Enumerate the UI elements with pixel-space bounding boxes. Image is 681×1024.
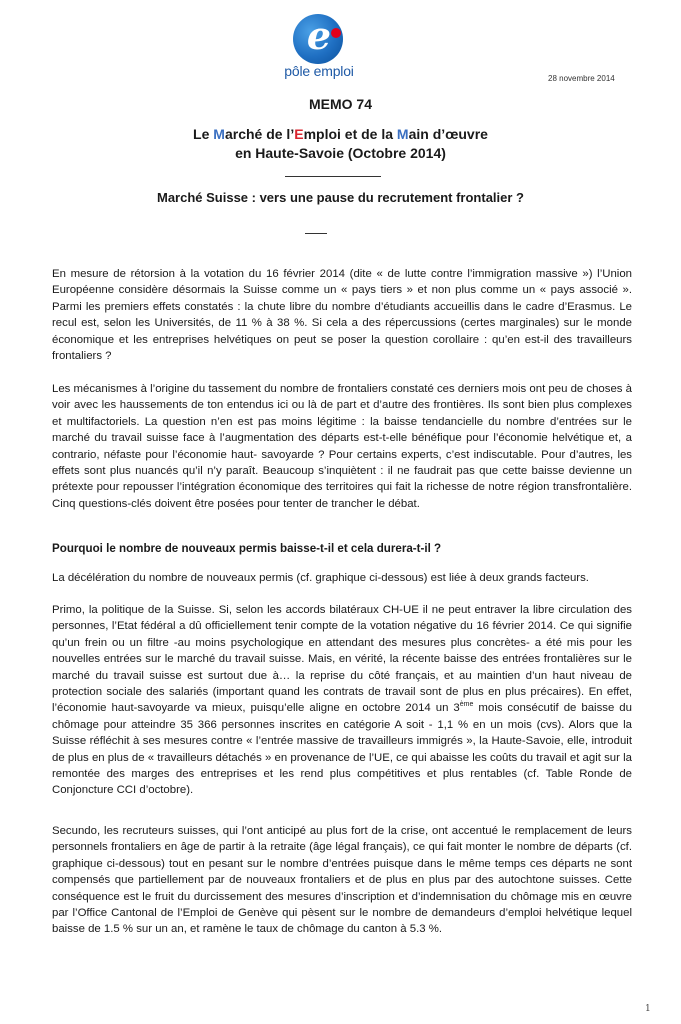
paragraph-intro: En mesure de rétorsion à la votation du 16 février 2014 (dite « de lutte contre l’immigration massive ») l’Union Européenne considère désormais la Suisse comme un « pays tiers » et non plus comme un « pays associé ». Parmi les premiers effets constatés : la chute libre du nombre d’étudiants accueillis dans le cadre d’Erasmus. Le recul est, selon les Universités, de 11 % à 38 %. Si cela a des répercussions (certes marginales) sur le monde économique et les entreprises helvétiques on peut se poser la question corollaire : qu’en est-il des travailleurs frontaliers ? xyxy=(52,268,632,363)
paragraph-mechanisms: Les mécanismes à l’origine du tassement du nombre de frontaliers constaté ces derniers mois ont peu de choses à voir avec les haussements de ton entendus ici ou là de part et d’autre des frontières. Ils sont bien plus complexes et multifactoriels. La question n’en est pas moins légitime : la baisse tendancielle du nombre d’entrées sur le marché du travail suisse face à l’augmentation des départs est-t-elle bénéfique pour l’économie helvétique et, a contrario, néfaste pour l’économie haut- savoyarde ? Pour certains experts, c’est indiscutable. Pour d’autres, les effets sont plus nuancés qu’il n’y paraît. Beaucoup s’inquiètent : il ne faudrait pas que cette baisse devienne un prétexte pour repousser l’intégration économique des territoires qui fait la richesse de notre région transfrontalière. Cinq questions-clés doivent être posées pour tenter de trancher le débat. xyxy=(52,383,632,510)
paragraph-secundo: Secundo, les recruteurs suisses, qui l’ont anticipé au plus fort de la crise, ont accentué le remplacement de leurs personnels frontaliers en âge de partir à la retraite (âge légal français), ce qui fait monter le nombre de départs (cf. graphique ci-dessous) tout en pesant sur le nombre d’entrées puisque dans le même temps ces départs ne sont compensés que partiellement par de nouveaux frontaliers et de plus en plus par des autochtone suisses. Cette conséquence est le fruit du durcissement des mesures d’inscription et d’indemnisation du chômage mis en œuvre par l’Office Cantonal de l’Emploi de Genève qui pèsent sur le nombre de demandeurs d’emploi helvétique lequel baisse de 1.5 % sur un an, et ramène le taux de chômage du canton à 5.3 %. xyxy=(52,825,632,936)
subtitle: Marché Suisse : vers une pause du recrutement frontalier ? xyxy=(156,190,524,205)
page-number: 1 xyxy=(645,1004,651,1014)
title-line-2: en Haute-Savoie (Octobre 2014) xyxy=(235,145,446,161)
logo-text: pôle emploi xyxy=(284,63,354,79)
logo-e-icon: e xyxy=(306,13,332,58)
document-date: 28 novembre 2014 xyxy=(548,74,615,83)
memo-number: MEMO 74 xyxy=(308,96,372,112)
title-divider xyxy=(285,176,381,177)
section-heading: Pourquoi le nombre de nouveaux permis baisse-t-il et cela durera-t-il ? xyxy=(52,542,442,555)
subtitle-divider xyxy=(305,233,327,234)
paragraph-deceleration: La décélération du nombre de nouveaux permis (cf. graphique ci-dessous) est liée à deux grands facteurs. xyxy=(52,572,589,584)
logo-red-dot-icon xyxy=(331,28,341,38)
paragraph-primo: Primo, la politique de la Suisse. Si, selon les accords bilatéraux CH-UE il ne peut entraver la libre circulation des personnes, l’Etat fédéral a dû officiellement tenir compte de la votation négative du 16 février 2014. Ce qui signifie qu’un frein ou un filtre -au moins psychologique en attendant des mesures plus concrètes- a été mis pour les nouvelles entrées sur le marché du travail suisse. Mais, en vérité, la récente baisse des entrées frontalières sur le marché du travail suisse est surtout due à… la reprise du côté français, et au maintien d’un haut niveau de protection sociale des salariés (important quand les contrats de travail sont de plus en plus précaires). En effet, l’économie haut-savoyarde va mieux, puisqu’elle aligne en octobre 2014 un 3ème mois consécutif de baisse du chômage pour atteindre 35 366 personnes inscrites en catégorie A soit - 1,1 % en un mois (cvs). Alors que la Suisse réfléchit à ses mesures contre « l’entrée massive de travailleurs immigrés », la Haute-Savoie, elle, introduit de plus en plus de « travailleurs détachés » en provenance de l’UE, ce qui abaisse les coûts du travail et agit sur la remontée des marges des entreprises et les rend plus compétitives et plus rentables (cf. Table Ronde de Conjoncture CCI d’octobre). xyxy=(52,604,632,797)
title-line-1: Le Marché de l’Emploi et de la Main d’œuvre xyxy=(193,126,488,142)
